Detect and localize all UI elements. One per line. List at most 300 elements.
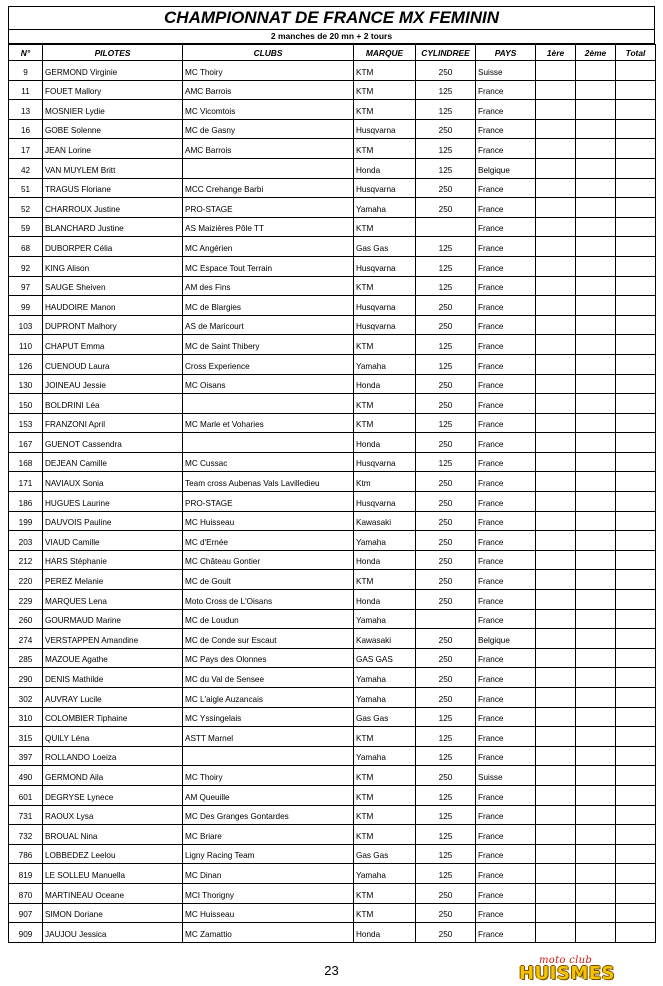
- race2-result: [576, 511, 616, 531]
- rider-club: MC Angérien: [183, 237, 354, 257]
- rider-displacement: 125: [416, 452, 476, 472]
- rider-club: AS de Maricourt: [183, 315, 354, 335]
- table-row: [9, 472, 656, 492]
- race2-result: [576, 61, 616, 81]
- rider-brand: Yamaha: [354, 864, 416, 884]
- rider-name: SIMON Doriane: [43, 903, 183, 923]
- total-points: [616, 413, 656, 433]
- race1-result: [536, 237, 576, 257]
- race2-result: [576, 100, 616, 120]
- rider-country: France: [476, 531, 536, 551]
- rider-name: DAUVOIS Pauline: [43, 511, 183, 531]
- table-row: [9, 864, 656, 884]
- rider-number: 59: [9, 217, 43, 237]
- rider-country: France: [476, 100, 536, 120]
- race1-result: [536, 766, 576, 786]
- rider-club: MC Huisseau: [183, 511, 354, 531]
- rider-number: 909: [9, 923, 43, 943]
- rider-country: France: [476, 296, 536, 316]
- rider-displacement: 250: [416, 511, 476, 531]
- rider-name: CUENOUD Laura: [43, 354, 183, 374]
- rider-displacement: 125: [416, 825, 476, 845]
- table-row: [9, 354, 656, 374]
- rider-name: GOBE Solenne: [43, 119, 183, 139]
- rider-club: MC Pays des Olonnes: [183, 648, 354, 668]
- rider-displacement: 250: [416, 570, 476, 590]
- race2-result: [576, 374, 616, 394]
- rider-country: France: [476, 570, 536, 590]
- race2-result: [576, 433, 616, 453]
- race1-result: [536, 668, 576, 688]
- rider-number: 13: [9, 100, 43, 120]
- race2-result: [576, 864, 616, 884]
- rider-brand: KTM: [354, 394, 416, 414]
- page-number: 23: [324, 963, 339, 978]
- rider-displacement: 125: [416, 785, 476, 805]
- rider-country: France: [476, 119, 536, 139]
- rider-number: 212: [9, 550, 43, 570]
- rider-displacement: 250: [416, 374, 476, 394]
- total-points: [616, 178, 656, 198]
- rider-country: France: [476, 805, 536, 825]
- table-header-row: [9, 45, 656, 61]
- table-row: [9, 178, 656, 198]
- rider-country: France: [476, 883, 536, 903]
- rider-country: France: [476, 511, 536, 531]
- rider-brand: Honda: [354, 550, 416, 570]
- rider-brand: Honda: [354, 433, 416, 453]
- total-points: [616, 785, 656, 805]
- rider-displacement: [416, 217, 476, 237]
- rider-club: MC Briare: [183, 825, 354, 845]
- rider-displacement: 125: [416, 100, 476, 120]
- rider-brand: Yamaha: [354, 609, 416, 629]
- race1-result: [536, 276, 576, 296]
- rider-displacement: 250: [416, 492, 476, 512]
- rider-brand: Husqvarna: [354, 256, 416, 276]
- rider-brand: Yamaha: [354, 198, 416, 218]
- rider-number: 870: [9, 883, 43, 903]
- rider-club: MC Marle et Voharies: [183, 413, 354, 433]
- table-row: [9, 315, 656, 335]
- rider-brand: KTM: [354, 766, 416, 786]
- header-pays: PAYS: [476, 45, 536, 61]
- rider-displacement: 250: [416, 198, 476, 218]
- rider-name: GUENOT Cassendra: [43, 433, 183, 453]
- race2-result: [576, 903, 616, 923]
- results-body: [9, 61, 656, 943]
- rider-name: BROUAL Nina: [43, 825, 183, 845]
- rider-number: 92: [9, 256, 43, 276]
- rider-club: [183, 394, 354, 414]
- race1-result: [536, 217, 576, 237]
- rider-number: 126: [9, 354, 43, 374]
- rider-club: MC de Conde sur Escaut: [183, 629, 354, 649]
- total-points: [616, 256, 656, 276]
- table-row: [9, 609, 656, 629]
- rider-country: France: [476, 217, 536, 237]
- rider-club: MC de Blargies: [183, 296, 354, 316]
- rider-club: MC Cussac: [183, 452, 354, 472]
- table-row: [9, 550, 656, 570]
- race2-result: [576, 805, 616, 825]
- total-points: [616, 648, 656, 668]
- rider-name: LOBBEDEZ Leelou: [43, 844, 183, 864]
- race2-result: [576, 923, 616, 943]
- total-points: [616, 590, 656, 610]
- rider-club: MC Espace Tout Terrain: [183, 256, 354, 276]
- total-points: [616, 139, 656, 159]
- rider-displacement: 250: [416, 629, 476, 649]
- rider-number: 97: [9, 276, 43, 296]
- rider-brand: GAS GAS: [354, 648, 416, 668]
- total-points: [616, 335, 656, 355]
- table-row: [9, 688, 656, 708]
- race2-result: [576, 766, 616, 786]
- total-points: [616, 531, 656, 551]
- race1-result: [536, 178, 576, 198]
- rider-name: SAUGE Sheiven: [43, 276, 183, 296]
- total-points: [616, 766, 656, 786]
- race1-result: [536, 198, 576, 218]
- table-row: [9, 511, 656, 531]
- page-title: CHAMPIONNAT DE FRANCE MX FEMININ: [8, 6, 655, 30]
- rider-country: France: [476, 354, 536, 374]
- rider-brand: KTM: [354, 139, 416, 159]
- total-points: [616, 472, 656, 492]
- rider-brand: KTM: [354, 570, 416, 590]
- rider-name: RAOUX Lysa: [43, 805, 183, 825]
- results-table: [8, 44, 656, 943]
- race2-result: [576, 119, 616, 139]
- total-points: [616, 609, 656, 629]
- rider-name: NAVIAUX Sonia: [43, 472, 183, 492]
- rider-name: TRAGUS Floriane: [43, 178, 183, 198]
- rider-brand: Husqvarna: [354, 296, 416, 316]
- rider-name: HARS Stéphanie: [43, 550, 183, 570]
- race2-result: [576, 217, 616, 237]
- header-total: Total: [616, 45, 656, 61]
- rider-number: 274: [9, 629, 43, 649]
- rider-country: France: [476, 237, 536, 257]
- rider-country: France: [476, 139, 536, 159]
- race1-result: [536, 80, 576, 100]
- rider-name: DUPRONT Malhory: [43, 315, 183, 335]
- rider-number: 9: [9, 61, 43, 81]
- rider-displacement: 125: [416, 139, 476, 159]
- race2-result: [576, 668, 616, 688]
- rider-displacement: 125: [416, 727, 476, 747]
- race2-result: [576, 707, 616, 727]
- rider-brand: Gas Gas: [354, 237, 416, 257]
- race1-result: [536, 570, 576, 590]
- race1-result: [536, 825, 576, 845]
- rider-club: MC Thoiry: [183, 766, 354, 786]
- rider-name: HUGUES Laurine: [43, 492, 183, 512]
- rider-name: DENIS Mathilde: [43, 668, 183, 688]
- rider-country: France: [476, 374, 536, 394]
- race1-result: [536, 707, 576, 727]
- total-points: [616, 746, 656, 766]
- race2-result: [576, 550, 616, 570]
- race-format-subtitle: 2 manches de 20 mn + 2 tours: [8, 30, 655, 44]
- rider-name: BLANCHARD Justine: [43, 217, 183, 237]
- table-row: [9, 394, 656, 414]
- table-row: [9, 785, 656, 805]
- rider-brand: Honda: [354, 923, 416, 943]
- logo-main-text: HUISMES: [519, 963, 616, 984]
- rider-name: ROLLANDO Loeiza: [43, 746, 183, 766]
- total-points: [616, 825, 656, 845]
- rider-country: France: [476, 668, 536, 688]
- race2-result: [576, 80, 616, 100]
- table-row: [9, 707, 656, 727]
- table-row: [9, 433, 656, 453]
- rider-brand: Yamaha: [354, 746, 416, 766]
- race1-result: [536, 452, 576, 472]
- rider-displacement: 250: [416, 433, 476, 453]
- table-row: [9, 100, 656, 120]
- rider-displacement: 125: [416, 864, 476, 884]
- rider-number: 68: [9, 237, 43, 257]
- rider-displacement: 250: [416, 550, 476, 570]
- table-row: [9, 883, 656, 903]
- header-clubs: CLUBS: [183, 45, 354, 61]
- total-points: [616, 688, 656, 708]
- header-marque: MARQUE: [354, 45, 416, 61]
- rider-name: FOUET Mallory: [43, 80, 183, 100]
- race2-result: [576, 590, 616, 610]
- rider-country: France: [476, 335, 536, 355]
- rider-name: MARTINEAU Oceane: [43, 883, 183, 903]
- rider-displacement: 125: [416, 844, 476, 864]
- race1-result: [536, 335, 576, 355]
- rider-club: MC Huisseau: [183, 903, 354, 923]
- rider-number: 731: [9, 805, 43, 825]
- rider-club: MC du Val de Sensee: [183, 668, 354, 688]
- race2-result: [576, 785, 616, 805]
- race2-result: [576, 844, 616, 864]
- rider-name: LE SOLLEU Manuella: [43, 864, 183, 884]
- rider-club: [183, 433, 354, 453]
- rider-number: 260: [9, 609, 43, 629]
- rider-name: QUILY Léna: [43, 727, 183, 747]
- total-points: [616, 629, 656, 649]
- rider-club: MC Oisans: [183, 374, 354, 394]
- table-row: [9, 844, 656, 864]
- rider-displacement: 250: [416, 903, 476, 923]
- race2-result: [576, 492, 616, 512]
- table-row: [9, 590, 656, 610]
- table-row: [9, 158, 656, 178]
- rider-name: GERMOND Aila: [43, 766, 183, 786]
- rider-displacement: 125: [416, 237, 476, 257]
- results-sheet: [8, 6, 655, 943]
- race1-result: [536, 472, 576, 492]
- rider-club: MC de Saint Thibery: [183, 335, 354, 355]
- rider-displacement: 250: [416, 315, 476, 335]
- rider-number: 601: [9, 785, 43, 805]
- table-row: [9, 276, 656, 296]
- rider-club: MC de Goult: [183, 570, 354, 590]
- rider-displacement: 250: [416, 668, 476, 688]
- rider-club: MC de Gasny: [183, 119, 354, 139]
- table-row: [9, 766, 656, 786]
- header-cylindree: CYLINDREE: [416, 45, 476, 61]
- rider-number: 42: [9, 158, 43, 178]
- rider-brand: KTM: [354, 413, 416, 433]
- rider-club: AM Queuille: [183, 785, 354, 805]
- rider-number: 285: [9, 648, 43, 668]
- table-row: [9, 825, 656, 845]
- race2-result: [576, 746, 616, 766]
- total-points: [616, 864, 656, 884]
- table-row: [9, 668, 656, 688]
- rider-number: 290: [9, 668, 43, 688]
- rider-number: 786: [9, 844, 43, 864]
- rider-club: MC L'aigle Auzancais: [183, 688, 354, 708]
- race2-result: [576, 727, 616, 747]
- total-points: [616, 805, 656, 825]
- rider-club: MC Zamattio: [183, 923, 354, 943]
- rider-name: FRANZONI April: [43, 413, 183, 433]
- rider-country: France: [476, 80, 536, 100]
- rider-club: MC d'Ernée: [183, 531, 354, 551]
- race1-result: [536, 864, 576, 884]
- race1-result: [536, 61, 576, 81]
- rider-brand: Husqvarna: [354, 492, 416, 512]
- rider-brand: KTM: [354, 785, 416, 805]
- rider-brand: Yamaha: [354, 354, 416, 374]
- rider-name: HAUDOIRE Manon: [43, 296, 183, 316]
- rider-country: France: [476, 844, 536, 864]
- rider-country: France: [476, 727, 536, 747]
- rider-number: 167: [9, 433, 43, 453]
- total-points: [616, 354, 656, 374]
- table-row: [9, 61, 656, 81]
- rider-club: AMC Barrois: [183, 139, 354, 159]
- rider-displacement: [416, 609, 476, 629]
- rider-brand: Honda: [354, 374, 416, 394]
- rider-club: MC Dinan: [183, 864, 354, 884]
- total-points: [616, 296, 656, 316]
- total-points: [616, 727, 656, 747]
- rider-country: Suisse: [476, 61, 536, 81]
- total-points: [616, 903, 656, 923]
- rider-country: France: [476, 256, 536, 276]
- rider-club: Cross Experience: [183, 354, 354, 374]
- rider-brand: KTM: [354, 61, 416, 81]
- rider-name: JOINEAU Jessie: [43, 374, 183, 394]
- rider-club: Ligny Racing Team: [183, 844, 354, 864]
- total-points: [616, 511, 656, 531]
- race1-result: [536, 550, 576, 570]
- total-points: [616, 433, 656, 453]
- rider-country: France: [476, 923, 536, 943]
- table-row: [9, 217, 656, 237]
- race1-result: [536, 609, 576, 629]
- rider-name: JEAN Lorine: [43, 139, 183, 159]
- rider-brand: KTM: [354, 80, 416, 100]
- race1-result: [536, 492, 576, 512]
- rider-brand: Yamaha: [354, 531, 416, 551]
- rider-number: 302: [9, 688, 43, 708]
- rider-club: MC Des Granges Gontardes: [183, 805, 354, 825]
- rider-country: France: [476, 433, 536, 453]
- rider-club: MC de Loudun: [183, 609, 354, 629]
- rider-club: AS Maizières Pôle TT: [183, 217, 354, 237]
- table-row: [9, 746, 656, 766]
- rider-name: VAN MUYLEM Britt: [43, 158, 183, 178]
- rider-country: France: [476, 707, 536, 727]
- rider-displacement: 250: [416, 688, 476, 708]
- rider-country: France: [476, 785, 536, 805]
- rider-number: 171: [9, 472, 43, 492]
- rider-number: 99: [9, 296, 43, 316]
- rider-name: JAUJOU Jessica: [43, 923, 183, 943]
- rider-country: France: [476, 492, 536, 512]
- race1-result: [536, 158, 576, 178]
- rider-name: DEJEAN Camille: [43, 452, 183, 472]
- race1-result: [536, 139, 576, 159]
- rider-brand: KTM: [354, 335, 416, 355]
- rider-brand: Gas Gas: [354, 707, 416, 727]
- table-row: [9, 80, 656, 100]
- rider-name: DUBORPER Célia: [43, 237, 183, 257]
- rider-club: MC Château Gontier: [183, 550, 354, 570]
- rider-brand: Gas Gas: [354, 844, 416, 864]
- race1-result: [536, 844, 576, 864]
- rider-name: BOLDRINI Léa: [43, 394, 183, 414]
- rider-country: France: [476, 590, 536, 610]
- total-points: [616, 707, 656, 727]
- rider-club: MC Yssingelais: [183, 707, 354, 727]
- race1-result: [536, 354, 576, 374]
- total-points: [616, 217, 656, 237]
- race1-result: [536, 629, 576, 649]
- rider-number: 907: [9, 903, 43, 923]
- total-points: [616, 844, 656, 864]
- rider-name: CHARROUX Justine: [43, 198, 183, 218]
- table-row: [9, 648, 656, 668]
- rider-displacement: 125: [416, 158, 476, 178]
- rider-country: France: [476, 688, 536, 708]
- rider-country: France: [476, 452, 536, 472]
- rider-number: 17: [9, 139, 43, 159]
- rider-displacement: 125: [416, 707, 476, 727]
- rider-country: France: [476, 198, 536, 218]
- rider-number: 203: [9, 531, 43, 551]
- total-points: [616, 61, 656, 81]
- rider-name: COLOMBIER Tiphaine: [43, 707, 183, 727]
- total-points: [616, 492, 656, 512]
- race1-result: [536, 883, 576, 903]
- rider-name: CHAPUT Emma: [43, 335, 183, 355]
- rider-displacement: 250: [416, 531, 476, 551]
- rider-country: France: [476, 609, 536, 629]
- table-row: [9, 335, 656, 355]
- total-points: [616, 119, 656, 139]
- rider-club: [183, 746, 354, 766]
- rider-brand: KTM: [354, 903, 416, 923]
- rider-brand: Ktm: [354, 472, 416, 492]
- race2-result: [576, 629, 616, 649]
- rider-club: AMC Barrois: [183, 80, 354, 100]
- header-number: N°: [9, 45, 43, 61]
- rider-number: 315: [9, 727, 43, 747]
- rider-brand: Kawasaki: [354, 511, 416, 531]
- rider-club: [183, 158, 354, 178]
